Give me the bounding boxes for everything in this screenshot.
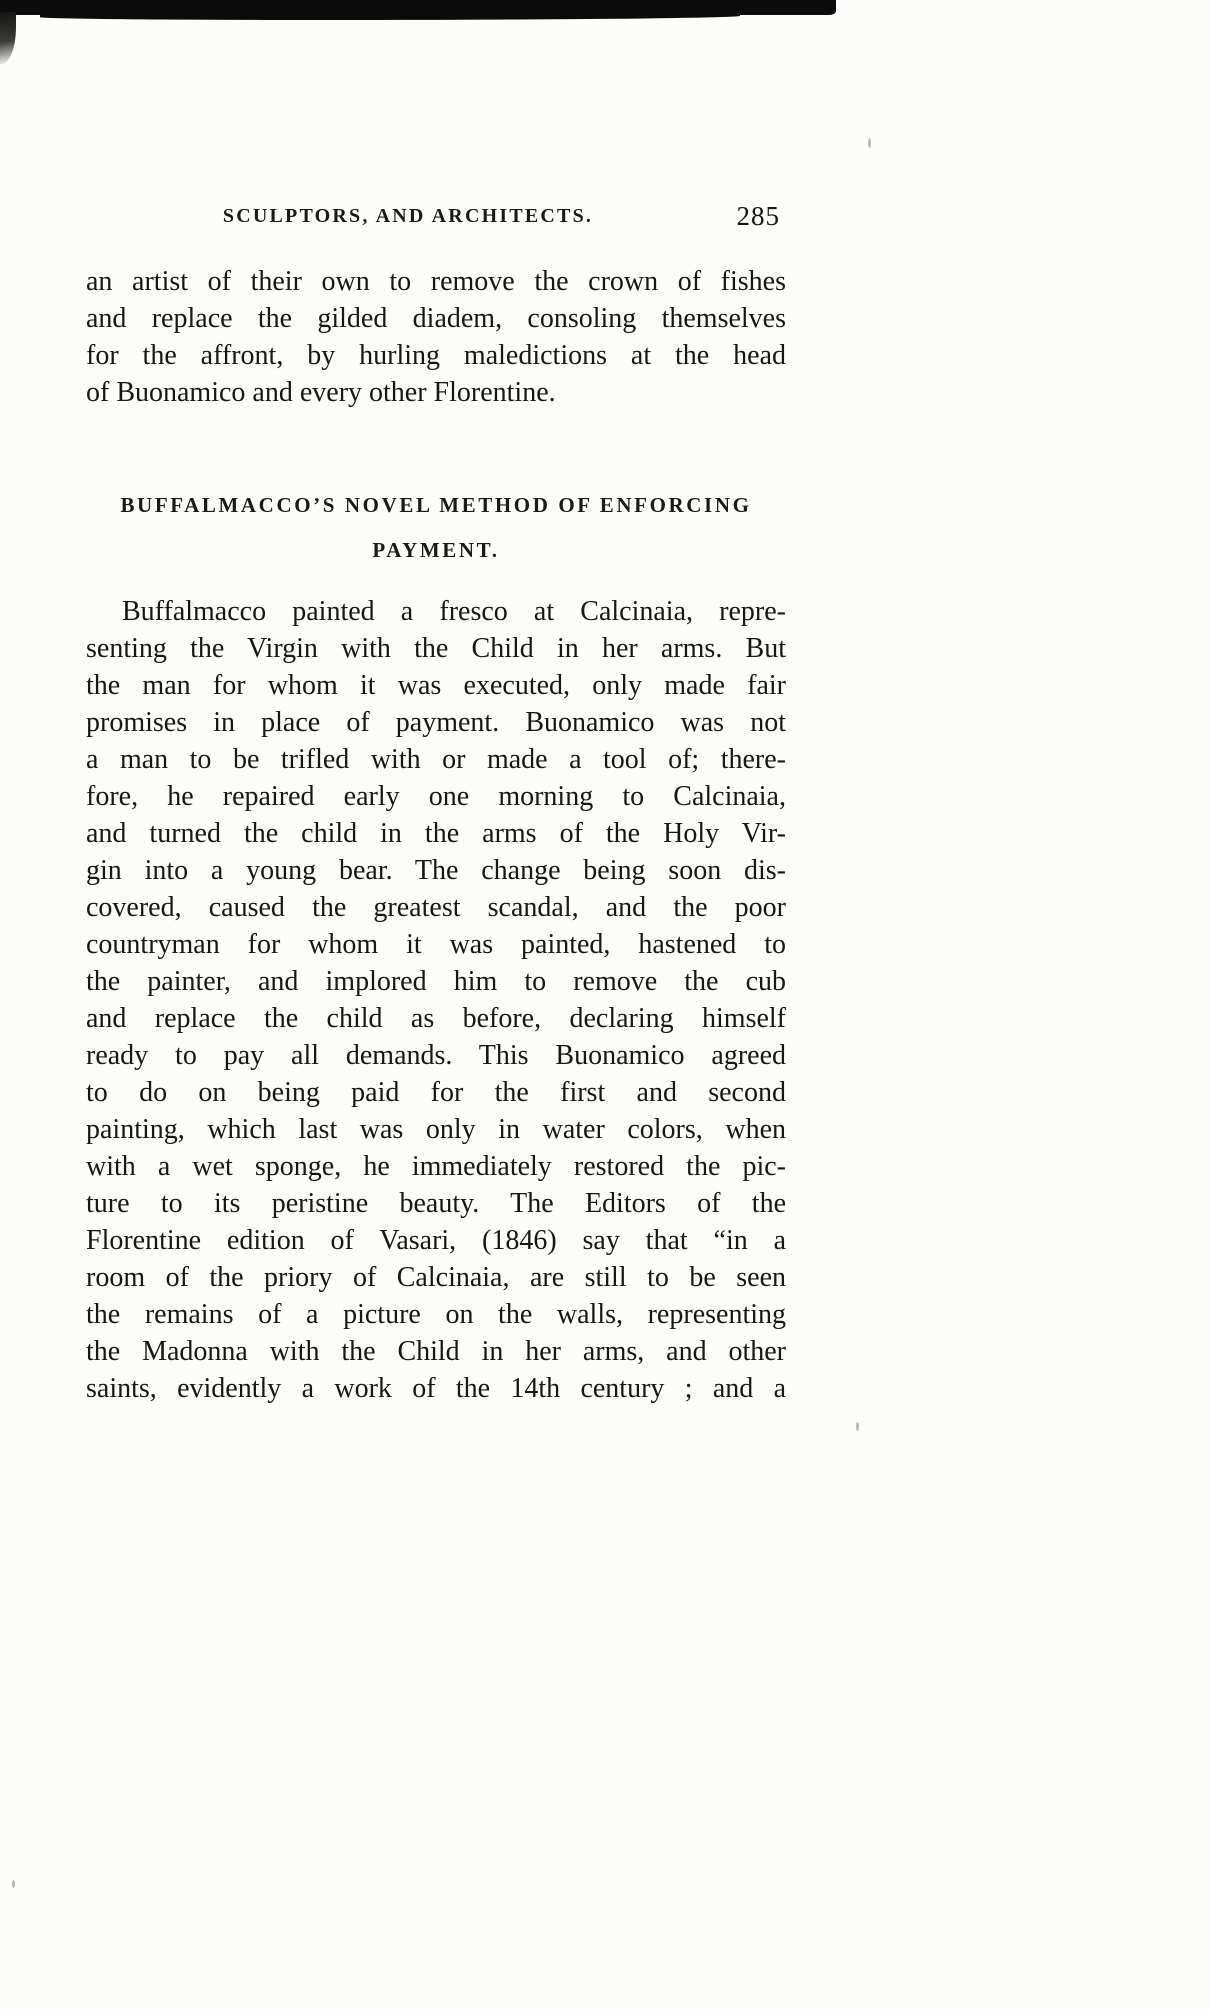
section-heading-line-1: BUFFALMACCO’S NOVEL METHOD OF ENFORCING xyxy=(120,493,752,517)
scan-artifact-speck xyxy=(856,1422,859,1431)
text-line: fore, he repaired early one morning to Calcinaia, xyxy=(86,781,786,812)
text-line: and turned the child in the arms of the Holy Vir- xyxy=(86,818,786,849)
text-line: covered, caused the greatest scandal, and the poor xyxy=(86,892,786,923)
text-line: gin into a young bear. The change being soon dis- xyxy=(86,855,786,886)
text-line: the man for whom it was executed, only made fair xyxy=(86,670,786,701)
text-line: the remains of a picture on the walls, representing xyxy=(86,1299,786,1330)
text-line: of Buonamico and every other Florentine. xyxy=(86,377,556,408)
section-heading xyxy=(86,493,786,563)
section-heading-line-2: PAYMENT. xyxy=(372,538,500,562)
text-line: for the affront, by hurling maledictions at the head xyxy=(86,340,786,371)
text-line: painting, which last was only in water colors, when xyxy=(86,1114,786,1145)
text-line: and replace the child as before, declaring himself xyxy=(86,1003,786,1034)
text-line: Buffalmacco painted a fresco at Calcinaia, repre- xyxy=(122,596,786,627)
text-line: to do on being paid for the first and second xyxy=(86,1077,786,1108)
text-line: saints, evidently a work of the 14th century ; and a xyxy=(86,1373,786,1404)
paragraph-body xyxy=(86,593,786,1407)
text-line: promises in place of payment. Buonamico was not xyxy=(86,707,786,738)
scan-artifact-left-smudge xyxy=(0,12,16,64)
text-line: ready to pay all demands. This Buonamico agreed xyxy=(86,1040,786,1071)
page-number: 285 xyxy=(736,201,780,231)
scan-artifact-top-bar-wave xyxy=(40,13,740,20)
page-header xyxy=(86,201,786,239)
scan-artifact-speck xyxy=(12,1880,15,1888)
text-line: senting the Virgin with the Child in her arms. But xyxy=(86,633,786,664)
text-line: the painter, and implored him to remove the cub xyxy=(86,966,786,997)
text-line: Florentine edition of Vasari, (1846) say that “in a xyxy=(86,1225,786,1256)
text-line: and replace the gilded diadem, consoling themselves xyxy=(86,303,786,334)
text-line: ture to its peristine beauty. The Editors of the xyxy=(86,1188,786,1219)
text-line: with a wet sponge, he immediately restored the pic- xyxy=(86,1151,786,1182)
text-line: countryman for whom it was painted, hastened to xyxy=(86,929,786,960)
running-title: SCULPTORS, AND ARCHITECTS. xyxy=(222,205,594,227)
paragraph-continuation xyxy=(86,263,786,411)
text-line: room of the priory of Calcinaia, are still to be seen xyxy=(86,1262,786,1293)
text-line: the Madonna with the Child in her arms, and other xyxy=(86,1336,786,1367)
page-content xyxy=(86,201,786,1407)
text-line: a man to be trifled with or made a tool of; there- xyxy=(86,744,786,775)
text-line: an artist of their own to remove the crown of fishes xyxy=(86,266,786,297)
scan-artifact-speck xyxy=(868,138,871,148)
